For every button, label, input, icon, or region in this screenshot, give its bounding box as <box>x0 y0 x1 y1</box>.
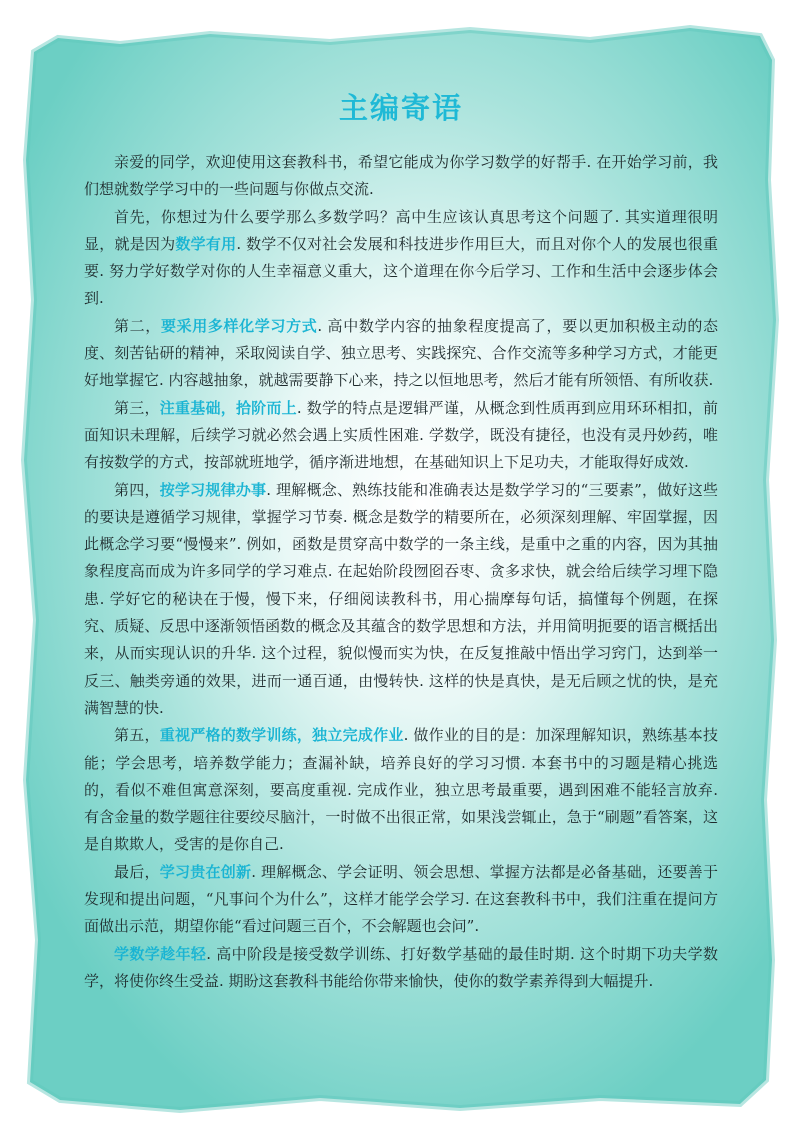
paragraph-finally <box>84 859 718 941</box>
paragraph-third <box>84 395 718 477</box>
paragraph-fourth <box>84 477 718 723</box>
paragraph-closing <box>84 941 718 996</box>
paragraph-text: . 高中数学内容的抽象程度提高了，要以更加积极主动的态度、刻苦钻研的精神，采取阅读自学、独立思考、实践探究、合作交流等多种学习方式，才能更好地掌握它. 内容越抽象，就越需要静下心来，持之以恒地思考，然后才能有所领悟、有所收获. <box>84 316 718 390</box>
page-title: 主编寄语 <box>338 91 463 125</box>
paragraph-lead: 首先，你想过为什么要学那么多数学吗？高中生应该认真思考这个问题了. 其实道理很明显，就是因为 <box>84 207 718 253</box>
key-point-highlight: 按学习规律办事 <box>159 480 267 499</box>
paragraph-text: . 数学的特点是逻辑严谨，从概念到性质再到应用环环相扣，前面知识未理解，后续学习就必然会遇上实质性困难. 学数学，既没有捷径，也没有灵丹妙药，唯有按数学的方式，按部就班地学，循序渐进地想，在基础知识上下足功夫，才能取得好成效. <box>84 398 718 472</box>
paragraph-text: . 理解概念、学会证明、领会思想、掌握方法都是必备基础，还要善于发现和提出问题，“凡事问个为什么”，这样才能学会学习. 在这套教科书中，我们注重在提问方面做出示范，期望你能“看过问题三百个，不会解题也会问”. <box>84 862 718 936</box>
paragraph-lead: 第三， <box>114 398 160 417</box>
key-point-highlight: 数学有用 <box>175 234 237 253</box>
paragraph-second <box>84 313 718 395</box>
paragraph-text: 亲爱的同学，欢迎使用这套教科书，希望它能成为你学习数学的好帮手. 在开始学习前，我们想就数学学习中的一些问题与你做点交流. <box>84 153 718 199</box>
paragraph-why-math <box>84 204 718 313</box>
paragraph-text: . 数学不仅对社会发展和科技进步作用巨大，而且对你个人的发展也很重要. 努力学好数学对你的人生幸福意义重大，这个道理在你今后学习、工作和生活中会逐步体会到. <box>84 234 718 308</box>
key-point-highlight: 重视严格的数学训练，独立完成作业 <box>159 726 404 745</box>
paragraph-text: . 理解概念、熟练技能和准确表达是数学学习的“三要素”，做好这些的要诀是遵循学习规律，掌握学习节奏. 概念是数学的精要所在，必须深刻理解、牢固掌握，因此概念学习要“慢慢来”. 例如，函数是贯穿高中数学的一条主线，是重中之重的内容，因为其抽象程度高而成为许多同学的学习难点. 在起始阶段囫囵吞枣、贪多求快，就会给后续学习埋下隐患. 学好它的秘诀在于慢，慢下来，仔细阅读教科书，用心揣摩每句话，搞懂每个例题，在探究、质疑、反思中逐渐领悟函数的概念及其蕴含的数学思想和方法，并用简明扼要的语言概括出来，从而实现认识的升华. 这个过程，貌似慢而实为快，在反复推敲中悟出学习窍门，达到举一反三、触类旁通的效果，进而一通百通，由慢转快. 这样的快是真快，是无后顾之忧的快，是充满智慧的快. <box>84 480 718 717</box>
paragraph-greeting <box>84 149 718 204</box>
key-point-highlight: 学习贵在创新 <box>159 862 252 881</box>
key-point-highlight: 学数学趁年轻 <box>114 944 207 963</box>
paragraph-lead: 最后， <box>114 862 160 881</box>
key-point-highlight: 注重基础，拾阶而上 <box>159 398 297 417</box>
editor-letter <box>84 86 718 995</box>
paragraph-lead: 第四， <box>114 480 160 499</box>
key-point-highlight: 要采用多样化学习方式 <box>160 316 318 335</box>
paragraph-text: . 做作业的目的是：加深理解知识，熟练基本技能；学会思考，培养数学能力；查漏补缺，培养良好的学习习惯. 本套书中的习题是精心挑选的，看似不难但寓意深刻，要高度重视. 完成作业，独立思考最重要，遇到困难不能轻言放弃. 有含金量的数学题往往要绞尽脑汁，一时做不出很正常，如果浅尝辄止，急于“刷题”看答案，这是自欺欺人，受害的是你自己. <box>84 726 718 854</box>
paragraph-fifth <box>84 722 718 858</box>
paragraph-lead: 第五， <box>114 726 160 745</box>
paragraph-text: . 高中阶段是接受数学训练、打好数学基础的最佳时期. 这个时期下功夫学数学，将使你终生受益. 期盼这套教科书能给你带来愉快，使你的数学素养得到大幅提升. <box>84 944 718 990</box>
paragraph-lead: 第二， <box>114 316 161 335</box>
